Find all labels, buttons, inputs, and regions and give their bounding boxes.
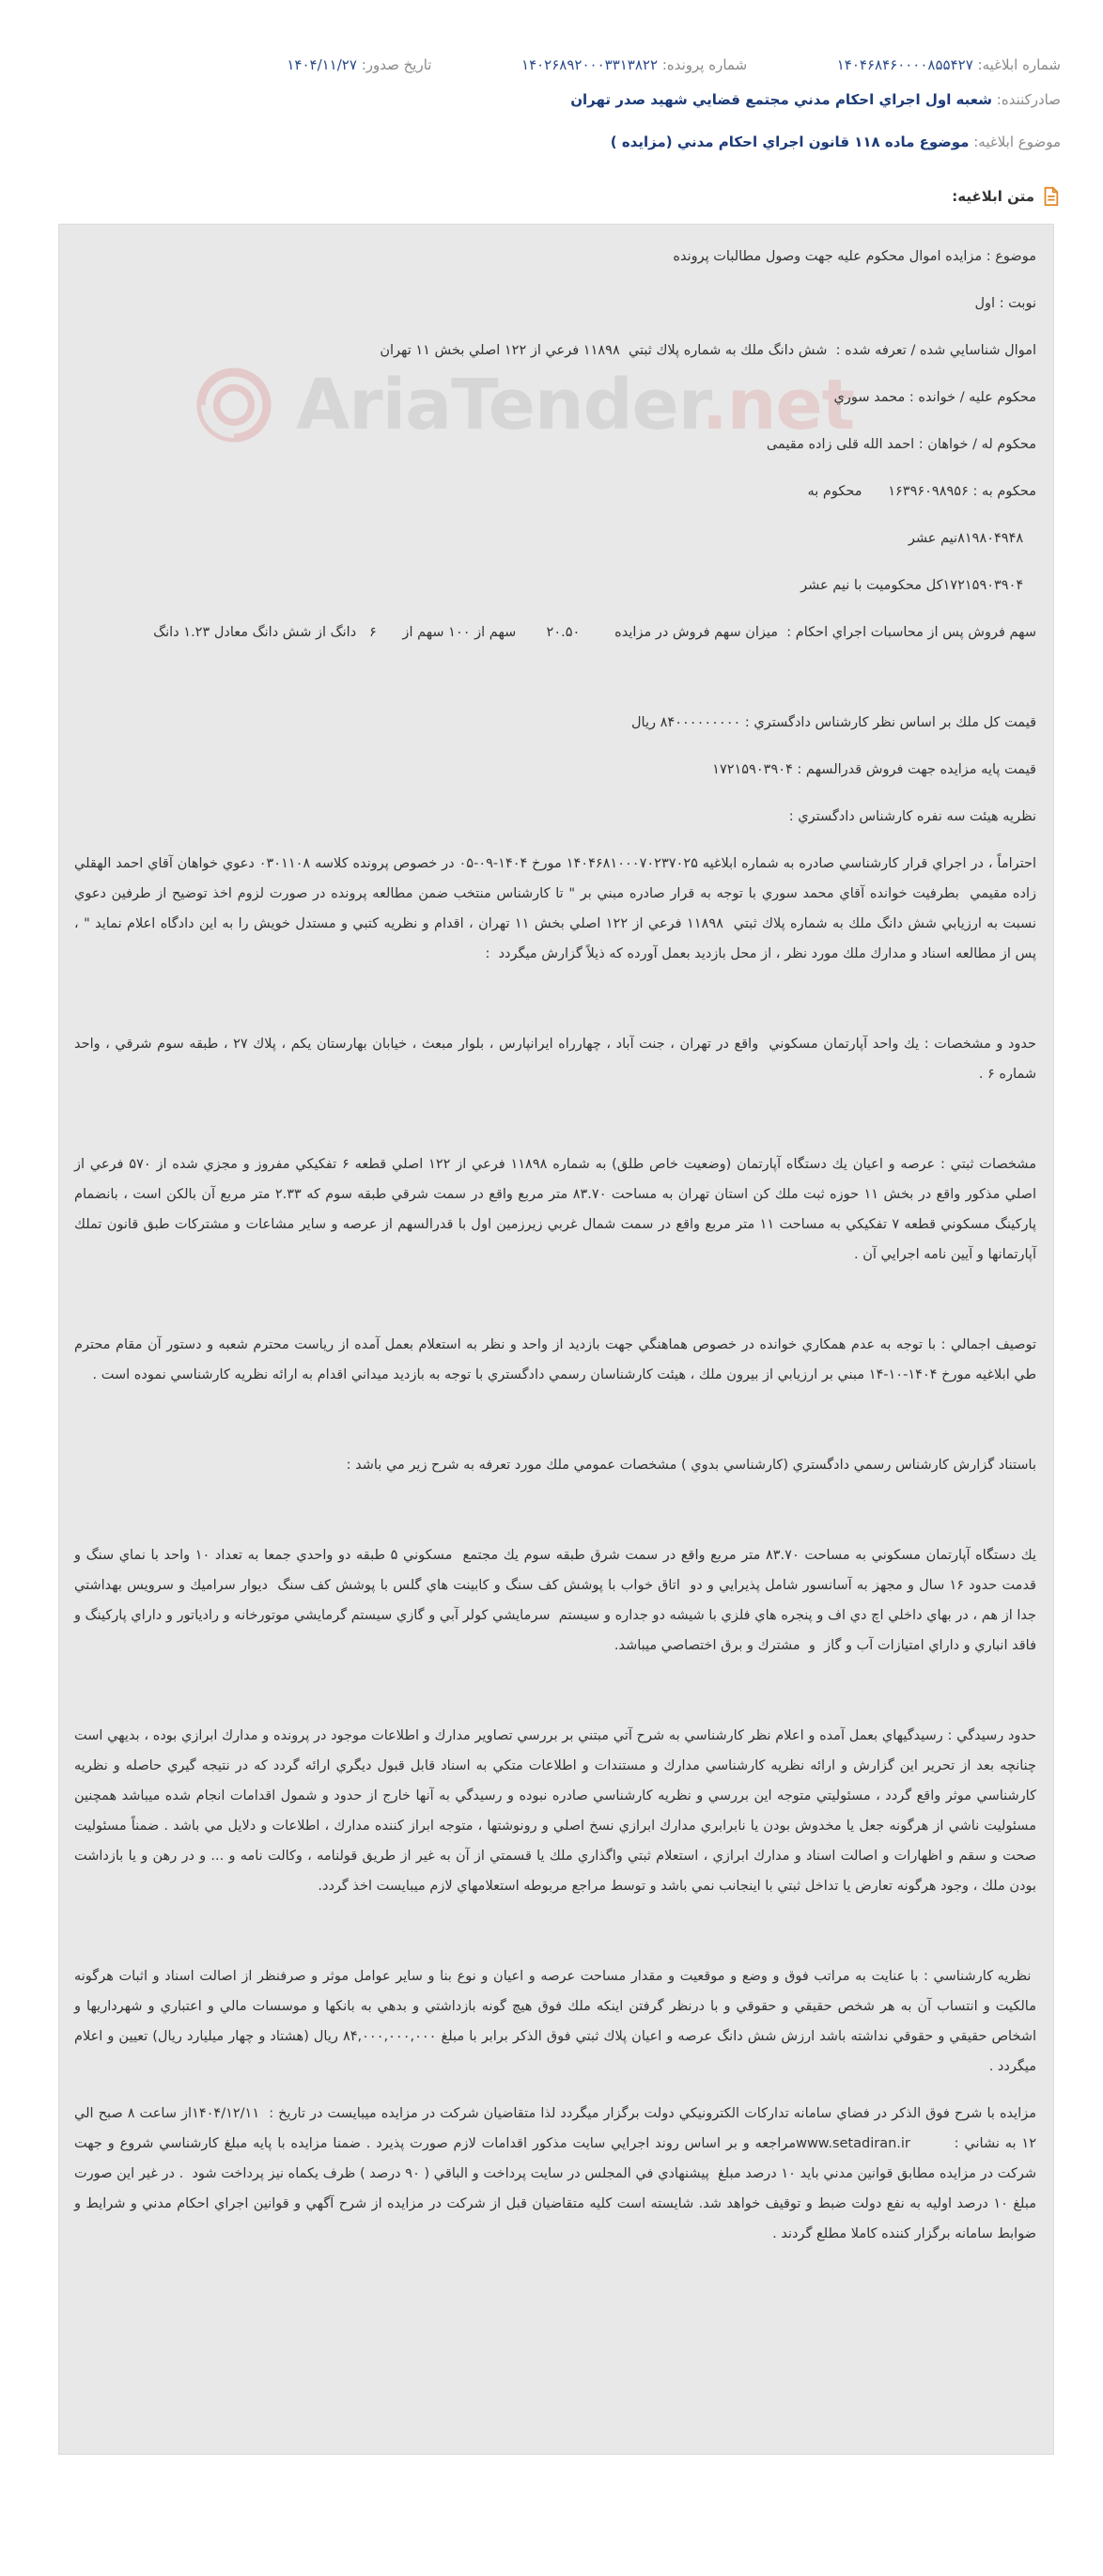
paragraph-expert-opinion: نظريه كارشناسي : با عنايت به مراتب فوق و وضع و موقعيت و مقدار مساحت عرصه و اعيان و نوع بنا و ساير عوامل موثر و صرفنظر از اصالت اسناد و اثبات هرگونه مالكيت و انتساب آن به هر شخص حقيقي و حقوقي و با درنظر گرفتن اينكه ملك فوق هيچ گونه بازداشتي و بدهي به بانكها و موسسات مالي و اعتباري و شهرداريها و اشخاص حقيقي و حقوقي نداشته باشد ارزش شش دانگ عرصه و اعيان پلاك ثبتي فوق الذكر برابر با مبلغ ۸۴,۰۰۰,۰۰۰,۰۰۰ ريال (هشتاد و چهار ميليارد ريال) تعيين و اعلام ميگردد . bbox=[70, 1969, 1037, 2074]
body-line-subject: موضوع : مزايده اموال محكوم عليه جهت وصول مطالبات پرونده bbox=[673, 249, 1036, 264]
subject-row bbox=[42, 131, 1061, 153]
notice-number-label: شماره ابلاغیه: bbox=[977, 56, 1061, 73]
subject-label: موضوع ابلاغیه: bbox=[973, 133, 1061, 150]
body-line-total-price: قيمت كل ملك بر اساس نظر كارشناس دادگستري : ۸۴۰۰۰۰۰۰۰۰۰ ريال bbox=[631, 715, 1036, 730]
body-line-round: نوبت : اول bbox=[974, 296, 1036, 311]
body-line-defendant: محكوم عليه / خوانده : محمد سوري bbox=[833, 390, 1036, 405]
paragraph-report-basis: باستناد گزارش كارشناس رسمي دادگستري (كارشناسي بدوي ) مشخصات عمومي ملك مورد تعرفه به شرح زير مي باشد : bbox=[346, 1458, 1036, 1473]
paragraph-intro: احتراماً ، در اجراي قرار كارشناسي صادره به شماره ابلاغيه ۱۴۰۴۶۸۱۰۰۰۷۰۲۳۷۰۲۵ مورخ ۱۴۰۴-۰۹-۰۵ در خصوص پرونده كلاسه ۰۳۰۱۱۰۸ دعوي خواهان آقاي احمد الهقلي زاده مقيمي بطرفيت خوانده آقاي محمد سوري با توجه به قرار صادره مبني بر " تا كارشناس منتخب ضمن مطالعه پرونده در صورت لزوم اخذ توضيح از طرفين دعوي نسبت به ارزيابي شش دانگ ملك به شماره پلاك ثبتي ۱۱۸۹۸ فرعي از ۱۲۲ اصلي بخش ۱۱ تهران ، اقدام و نظريه كتبي و مستدل خويش را به اين دادگاه اعلام نمايد " ، پس از مطالعه اسناد و مدارك ملك مورد نظر ، از محل بازديد بعمل آورده كه ذيلاً گزارش ميگردد : bbox=[70, 856, 1037, 961]
notice-meta-row bbox=[42, 54, 1061, 76]
body-line-plaintiff: محكوم له / خواهان : احمد الله قلی زاده مقيمی bbox=[766, 437, 1036, 452]
paragraph-auction-terms: مزايده با شرح فوق الذكر در فضاي سامانه تداركات الكترونيكي دولت برگزار ميگردد لذا متقاضيان شركت در مزايده ميبايست در تاريخ : ۱۴۰۴/۱۲/۱۱از ساعت ۸ صبح الي ۱۲ به نشاني : www.setadiran.irمراجعه و بر اساس روند اجرايي سايت مذكور اقدامات لازم صورت پذيرد . ضمنا مزايده با پايه مبلغ كارشناسي شروع و جهت شركت در مزايده مطابق قوانين مدني بايد ۱۰ درصد مبلغ پيشنهادي في المجلس در سايت پرداخت و الباقي ( ۹۰ درصد ) ظرف يكماه نيز پرداخت شود . در غير اين صورت مبلغ ۱۰ درصد اوليه به نفع دولت ضبط و توقيف خواهد شد. شايسته است كليه متقاضيان قبل از شركت در مزايده از شرح آگهي و قوانين اجراي احكام مدني و شرايط و ضوابط سامانه برگزار كننده كاملا مطلع گردند . bbox=[70, 2106, 1036, 2241]
case-number: ۱۴۰۲۶۸۹۲۰۰۰۳۳۱۳۸۲۲ bbox=[521, 56, 659, 73]
notice-content-box bbox=[58, 224, 1054, 2455]
paragraph-description: توصيف اجمالي : با توجه به عدم همكاري خوانده در خصوص هماهنگي جهت بازديد از واحد و نظر به استعلام بعمل آمده از رياست محترم شعبه و دستور آن مقام محترم طي ابلاغيه مورخ ۱۴۰۴-۱۰-۱۴ مبني بر ارزيابي از بيرون ملك ، هيئت كارشناسان رسمي دادگستري با توجه به بازديد ميداني اقدام به ارائه نظريه كارشناسي نموده است . bbox=[70, 1337, 1036, 1382]
body-line-judgment: محكوم به : ۱۶۳۹۶۰۹۸۹۵۶ محكوم به bbox=[807, 484, 1036, 499]
notice-body bbox=[70, 242, 1037, 2249]
body-line-share: سهم فروش پس از محاسبات اجراي احكام : ميزان سهم فروش در مزايده ۲۰.۵۰ سهم از ۱۰۰ سهم از ۶ دانگ از شش دانگ معادل ۱.۲۳ دانگ bbox=[153, 625, 1036, 640]
issue-date-label: تاریخ صدور: bbox=[361, 56, 432, 73]
issuer-row bbox=[42, 88, 1061, 111]
notice-text-title: متن ابلاغیه: bbox=[952, 188, 1034, 205]
issuer-value: شعبه اول اجراي احكام مدني مجتمع قضايي شهيد صدر تهران bbox=[570, 91, 992, 108]
issuer-label: صادرکننده: bbox=[996, 91, 1061, 108]
body-line-total: ۱۷۲۱۵۹۰۳۹۰۴كل محكوميت با نيم عشر bbox=[800, 578, 1036, 593]
paragraph-apartment: يك دستگاه آپارتمان مسكوني به مساحت ۸۳.۷۰ متر مربع واقع در سمت شرق طبقه سوم يك مجتمع مسكوني ۵ طبقه دو واحدي جمعا به تعداد ۱۰ واحد با نماي سنگ و قدمت حدود ۱۶ سال و مجهز به آسانسور شامل پذيرايي و دو اتاق خواب با پوشش كف سنگ و كابينت هاي گلس با پوشش كف سنگ ديوار سراميك و سرويس بهداشتي جدا از هم ، در بهاي داخلي اچ دي اف و پنجره هاي فلزي با شيشه دو جداره و سيستم سرمايشي كولر آبي و گازي سيستم گرمايشي موتورخانه و رادياتور و داراي پاركينگ و فاقد انباري و داراي امتيازات آب و گاز و مشترك و برق اختصاصي ميباشد. bbox=[70, 1548, 1036, 1653]
notice-number: ۱۴۰۴۶۸۴۶۰۰۰۰۸۵۵۴۲۷ bbox=[836, 56, 973, 73]
case-number-label: شماره پرونده: bbox=[661, 56, 748, 73]
body-line-base-price: قيمت پايه مزايده جهت فروش قدرالسهم : ۱۷۲۱۵۹۰۳۹۰۴ bbox=[712, 762, 1036, 777]
body-line-expert-title: نظريه هيئت سه نفره كارشناس دادگستري : bbox=[788, 809, 1036, 824]
paragraph-boundaries: حدود و مشخصات : يك واحد آپارتمان مسكوني واقع در تهران ، جنت آباد ، چهارراه ايرانپارس ، بلوار مبعث ، خيابان بهارستان يكم ، پلاك ۲۷ ، طبقه سوم شرقي ، واحد شماره ۶ . bbox=[70, 1037, 1037, 1082]
paragraph-registration: مشخصات ثبتي : عرصه و اعيان يك دستگاه آپارتمان (وضعيت خاص طلق) به شماره ۱۱۸۹۸ فرعي از ۱۲۲ اصلي قطعه ۶ تفكيكي مفروز و مجزي شده از ۵۷۰ فرعي از اصلي مذكور واقع در بخش ۱۱ حوزه ثبت ملك كن استان تهران به مساحت ۸۳.۷۰ متر مربع واقع در سمت شرقي طبقه سوم كه ۲.۳۳ متر مربع آن بالكن است ، بانضمام پاركينگ مسكوني قطعه ۷ تفكيكي به مساحت ۱۱ متر مربع واقع در سمت شمال غربي زيرزمين اول با قدرالسهم از عرصه و ساير مشاعات و مشتركات طبق قانون تملك آپارتمانها و آيين نامه اجرايي آن . bbox=[70, 1157, 1037, 1262]
body-line-assets: اموال شناسايي شده / تعرفه شده : شش دانگ ملك به شماره پلاك ثبتي ۱۱۸۹۸ فرعي از ۱۲۲ اصلي بخش ۱۱ تهران bbox=[380, 343, 1036, 358]
notice-text-header bbox=[952, 186, 1061, 207]
paragraph-scope: حدود رسيدگي : رسيدگيهاي بعمل آمده و اعلام نظر كارشناسي به شرح آتي مبتني بر بررسي تصاوير مدارك و اطلاعات موجود در پرونده و مدارك ابرازي بوده ، بديهي است چنانچه بعد از تحرير اين گزارش و ارائه نظريه كارشناسي مدارك و مستندات و اطلاعات متكي به اسناد قابل قبول ديگري ارائه گردد كه در نتيجه گيري حاصله و نظريه كارشناسي موثر واقع گردد ، مسئوليتي متوجه اين بررسي و نظريه كارشناسي صادره نبوده و رسيدگي به آنها خارج از حدود و شمول اقدامات انجام شده ميباشد همچنين مسئوليت ناشي از هرگونه جعل يا مخدوش بودن يا نابرابري مدارك ابرازي نسخ اصلي و رونوشتها ، متوجه ابراز كننده مدارك ، اطلاعات و دلايل مي باشد . ضمناً مسئوليت صحت و سقم و اظهارات و اصالت اسناد و مدارك ابرازي ، استعلام ثبتي واگذاري ملك يا قسمتي از آن به غير از طريق قولنامه ، وكالت نامه و ... و در رهن و يا بازداشت بودن ملك ، وجود هرگونه تعارض يا تداخل ثبتي با اينجانب نمي باشد و توسط مراجع مربوطه استعلامهاي لازم ميبايست اخذ گردد. bbox=[70, 1728, 1036, 1894]
issue-date: ۱۴۰۴/۱۱/۲۷ bbox=[287, 56, 357, 73]
document-icon bbox=[1042, 186, 1061, 207]
subject-value: موضوع ماده ۱۱۸ قانون اجراي احكام مدني (مزايده ) bbox=[610, 133, 970, 150]
watermark-text: AriaTender.net bbox=[296, 365, 855, 445]
body-line-half-tenth: ۸۱۹۸۰۴۹۴۸نيم عشر bbox=[908, 531, 1036, 546]
